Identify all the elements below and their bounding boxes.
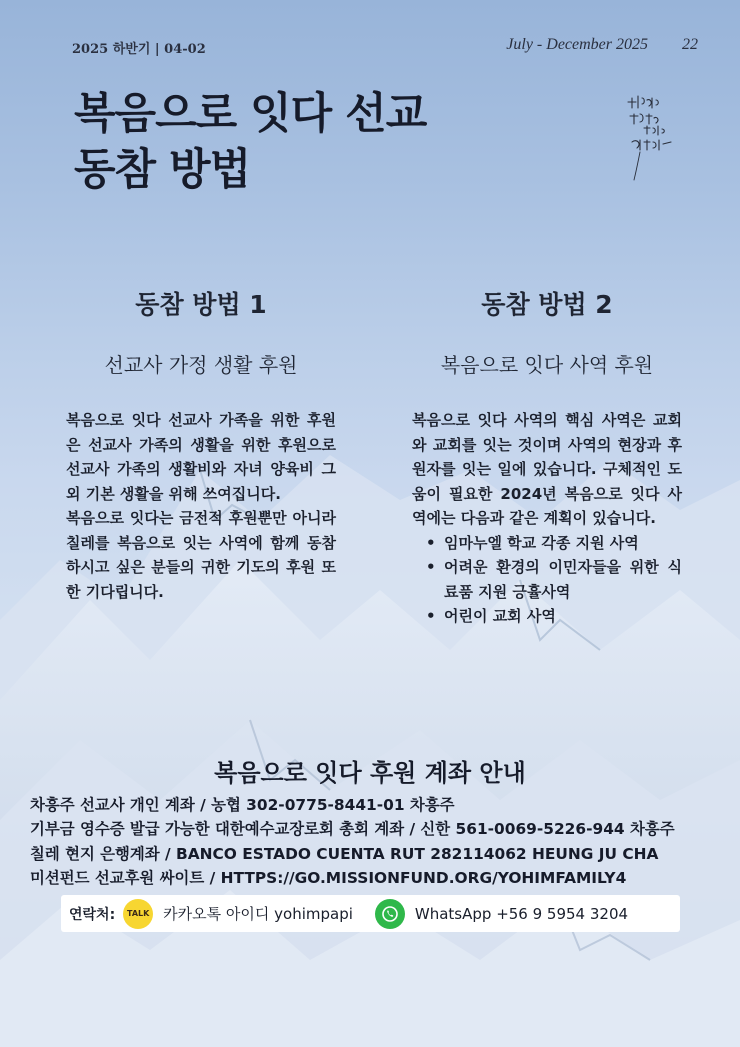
kakaotalk-icon-text: TALK <box>127 909 150 918</box>
whatsapp-number: WhatsApp +56 9 5954 3204 <box>414 904 629 923</box>
header-right <box>506 36 698 54</box>
column-method-2 <box>412 285 682 629</box>
method-1-body <box>66 408 336 604</box>
accounts-list <box>30 793 730 890</box>
method-2-body <box>412 408 682 629</box>
contact-bar <box>61 895 680 932</box>
account-line: 차흥주 선교사 개인 계좌 / 농협 302-0775-8441-01 차흥주 <box>30 796 455 814</box>
method-1-paragraph-2: 복음으로 잇다는 금전적 후원뿐만 아니라 칠레를 복음으로 잇는 사역에 함께 동참하시고 싶은 분들의 귀한 기도의 후원 또한 기다립니다. <box>66 509 336 601</box>
account-line: 미션펀드 선교후원 싸이트 / HTTPS://GO.MISSIONFUND.ORG/YOHIMFAMILY4 <box>30 868 627 887</box>
method-1-subheading: 선교사 가정 생활 후원 <box>104 353 298 377</box>
period-label: July - December 2025 <box>506 36 648 53</box>
accounts-title: 복음으로 잇다 후원 계좌 안내 <box>214 759 526 787</box>
account-line: 기부금 영수증 발급 가능한 대한예수교장로회 총회 계좌 / 신한 561-0069-5226-944 차흥주 <box>30 820 675 839</box>
method-2-paragraph: 복음으로 잇다 사역의 핵심 사역은 교회와 교회를 잇는 것이며 사역의 현장과 후원자를 잇는 일에 있습니다. 구체적인 도움이 필요한 2024년 복음으로 잇다 사역에는 다음과 같은 계획이 있습니다. <box>412 411 682 527</box>
method-1-heading: 동참 방법 1 <box>135 290 267 319</box>
method-1-paragraph-1: 복음으로 잇다 선교사 가족을 위한 후원은 선교사 가족의 생활을 위한 후원으로 선교사 가족의 생활비와 자녀 양육비 그 외 기본 생활을 위해 쓰여집니다. <box>66 411 336 503</box>
kakao-id: 카카오톡 아이디 yohimpapi <box>163 905 353 923</box>
whatsapp-icon <box>375 899 405 929</box>
method-2-heading: 동참 방법 2 <box>481 290 613 319</box>
account-line: 칠레 현지 은행계좌 / BANCO ESTADO CUENTA RUT 282114062 HEUNG JU CHA <box>30 844 659 863</box>
page-title-line1: 복음으로 잇다 선교 <box>74 89 427 139</box>
page-number: 22 <box>682 36 698 53</box>
page-title-line2: 동참 방법 <box>74 145 251 195</box>
list-item: • 어린이 교회 사역 <box>444 604 682 629</box>
list-item: • 어려운 환경의 이민자들을 위한 식료품 지원 긍휼사역 <box>444 555 682 604</box>
kakaotalk-icon <box>123 899 153 929</box>
page-title <box>74 86 426 198</box>
method-2-bullet-list <box>412 531 682 629</box>
contact-label: 연락처: <box>69 906 116 923</box>
whatsapp-phone-glyph <box>381 905 399 923</box>
method-2-subheading: 복음으로 잇다 사역 후원 <box>440 353 654 377</box>
handwritten-signature <box>610 92 680 182</box>
column-method-1 <box>66 285 336 604</box>
list-item: • 임마누엘 학교 각종 지원 사역 <box>444 531 682 556</box>
issue-label: 2025 하반기 | 04-02 <box>72 42 206 57</box>
